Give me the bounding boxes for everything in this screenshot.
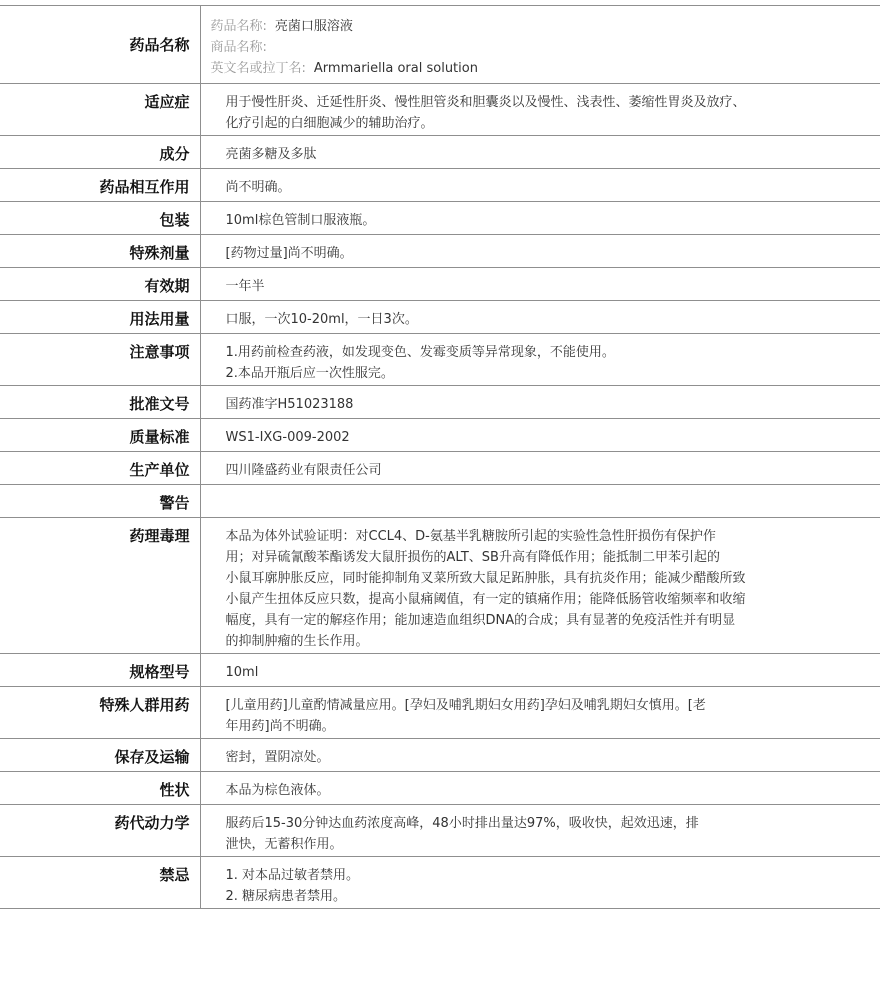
row-value — [200, 169, 880, 202]
drug-info-body — [0, 6, 880, 909]
row-value — [200, 654, 880, 687]
row-value — [200, 301, 880, 334]
trade-name-line — [211, 37, 871, 58]
table-row — [0, 235, 880, 268]
row-key: 药品相互作用 — [0, 169, 200, 202]
row-value — [200, 268, 880, 301]
table-row — [0, 452, 880, 485]
row-value-line: 密封，置阴凉处。 — [225, 750, 330, 765]
row-key: 保存及运输 — [0, 739, 200, 772]
table-row — [0, 485, 880, 518]
row-value — [200, 235, 880, 268]
row-key: 警告 — [0, 485, 200, 518]
row-key: 批准文号 — [0, 386, 200, 419]
drug-name-line — [211, 16, 871, 37]
row-key: 有效期 — [0, 268, 200, 301]
row-value — [200, 857, 880, 909]
row-value — [200, 6, 880, 84]
row-value-line: 小鼠产生扭体反应只数，提高小鼠痛阈值，有一定的镇痛作用；能降低肠管收缩频率和收缩 — [225, 592, 746, 607]
table-row — [0, 857, 880, 909]
row-key: 用法用量 — [0, 301, 200, 334]
row-key: 生产单位 — [0, 452, 200, 485]
table-row — [0, 739, 880, 772]
table-row — [0, 268, 880, 301]
row-value — [200, 84, 880, 136]
english-name-label: 英文名或拉丁名: — [210, 61, 306, 76]
table-row — [0, 419, 880, 452]
row-key: 成分 — [0, 136, 200, 169]
row-value-line: 10ml棕色管制口服液瓶。 — [225, 213, 376, 228]
drug-info-table — [0, 5, 880, 909]
table-row — [0, 772, 880, 805]
row-value — [200, 772, 880, 805]
row-value — [200, 419, 880, 452]
row-value-line: 2. 糖尿病患者禁用。 — [225, 889, 347, 904]
row-value-line: 用；对异硫氰酸苯酯诱发大鼠肝损伤的ALT、SB升高有降低作用；能抵制二甲苯引起的 — [225, 550, 720, 565]
row-key: 注意事项 — [0, 334, 200, 386]
row-key: 禁忌 — [0, 857, 200, 909]
row-key: 性状 — [0, 772, 200, 805]
row-value-line: 尚不明确。 — [225, 180, 291, 195]
row-key: 特殊人群用药 — [0, 687, 200, 739]
row-value-line: 1. 对本品过敏者禁用。 — [225, 868, 360, 883]
row-value — [200, 687, 880, 739]
row-value-line: [儿童用药]儿童酌情减量应用。[孕妇及哺乳期妇女用药]孕妇及哺乳期妇女慎用。[老 — [225, 698, 706, 713]
table-row — [0, 805, 880, 857]
table-row — [0, 84, 880, 136]
row-value — [200, 485, 880, 518]
row-value-line: [药物过量]尚不明确。 — [225, 246, 353, 261]
row-value-line: 10ml — [225, 665, 259, 680]
row-value-line: 本品为棕色液体。 — [225, 783, 330, 798]
row-value — [200, 452, 880, 485]
english-name-line — [211, 58, 871, 79]
table-row — [0, 301, 880, 334]
row-value — [200, 805, 880, 857]
english-name-value: Armmariella oral solution — [313, 61, 478, 76]
table-row — [0, 518, 880, 654]
table-row — [0, 169, 880, 202]
trade-name-label: 商品名称: — [210, 40, 267, 55]
row-value-line: 泄快，无蓄积作用。 — [225, 837, 343, 852]
row-value-line: 本品为体外试验证明：对CCL4、D-氨基半乳糖胺所引起的实验性急性肝损伤有保护作 — [225, 529, 716, 544]
row-value-line: 化疗引起的白细胞减少的辅助治疗。 — [225, 116, 434, 131]
row-key: 特殊剂量 — [0, 235, 200, 268]
row-key: 药代动力学 — [0, 805, 200, 857]
row-value — [200, 518, 880, 654]
table-row — [0, 136, 880, 169]
table-row — [0, 334, 880, 386]
row-value-line: 用于慢性肝炎、迁延性肝炎、慢性胆管炎和胆囊炎以及慢性、浅表性、萎缩性胃炎及放疗、 — [225, 95, 746, 110]
row-key: 包装 — [0, 202, 200, 235]
row-value — [200, 739, 880, 772]
row-value — [200, 334, 880, 386]
row-key: 规格型号 — [0, 654, 200, 687]
row-value — [200, 386, 880, 419]
table-row — [0, 386, 880, 419]
row-value-line: 小鼠耳廓肿胀反应，同时能抑制角叉菜所致大鼠足跖肿胀，具有抗炎作用；能减少醋酸所致 — [225, 571, 746, 586]
row-value-line: 的抑制肿瘤的生长作用。 — [225, 634, 369, 649]
table-row — [0, 654, 880, 687]
table-row — [0, 202, 880, 235]
row-value-line: 1.用药前检查药液，如发现变色、发霉变质等异常现象，不能使用。 — [225, 345, 615, 360]
table-row-drug-name — [0, 6, 880, 84]
drug-name-label: 药品名称: — [210, 19, 267, 34]
row-value-line: 年用药]尚不明确。 — [225, 719, 335, 734]
row-value-line: 2.本品开瓶后应一次性服完。 — [225, 366, 394, 381]
row-value-line: 口服，一次10-20ml，一日3次。 — [225, 312, 418, 327]
row-value-line: 国药准字H51023188 — [225, 397, 354, 412]
row-value — [200, 136, 880, 169]
row-key: 药理毒理 — [0, 518, 200, 654]
drug-name-value: 亮菌口服溶液 — [274, 19, 353, 34]
row-key: 适应症 — [0, 84, 200, 136]
row-value-line: 亮菌多糖及多肽 — [225, 147, 317, 162]
row-value — [200, 202, 880, 235]
table-row — [0, 687, 880, 739]
row-value-line: 幅度，具有一定的解痉作用；能加速造血组织DNA的合成；具有显著的免疫活性并有明显 — [225, 613, 736, 628]
row-value-line: WS1-IXG-009-2002 — [225, 430, 350, 445]
row-key: 药品名称 — [0, 6, 200, 84]
row-key: 质量标准 — [0, 419, 200, 452]
row-value-line: 服药后15-30分钟达血药浓度高峰，48小时排出量达97%，吸收快，起效迅速，排 — [225, 816, 699, 831]
row-value-line: 四川隆盛药业有限责任公司 — [225, 463, 382, 478]
row-value-line: 一年半 — [225, 279, 265, 294]
